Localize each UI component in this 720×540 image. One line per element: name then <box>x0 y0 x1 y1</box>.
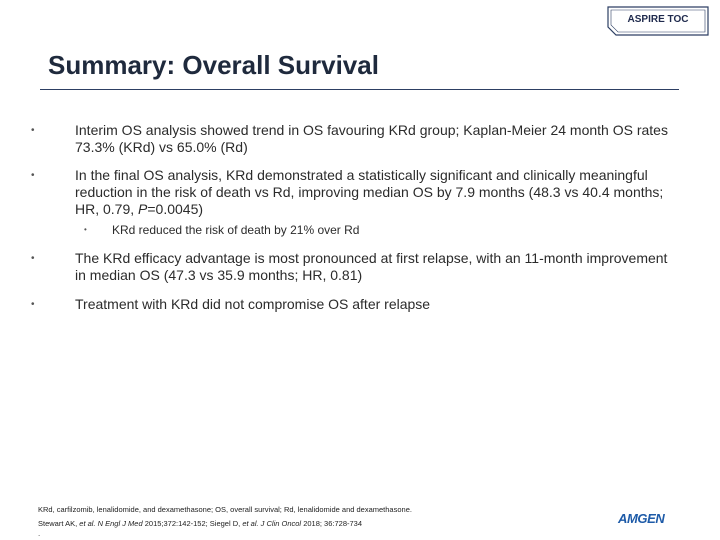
reference-text: Stewart AK, <box>38 519 80 528</box>
bullet-marker: • <box>31 125 35 136</box>
amgen-logo: AMGEN <box>618 511 665 526</box>
aspire-toc-button[interactable] <box>607 6 709 36</box>
reference-text: 2015;372:142-152; Siegel D, <box>142 519 243 528</box>
bullet-text <box>75 167 675 218</box>
abbreviations-footnote: KRd, carfilzomib, lenalidomide, and dexamethasone; OS, overall survival; Rd, lenalidomide and dexamethasone. <box>38 505 412 514</box>
sub-bullet-text: KRd reduced the risk of death by 21% over Rd <box>112 223 360 237</box>
bullet-text: The KRd efficacy advantage is most pronounced at first relapse, with an 11-month improvement in median OS (47.3 vs 35.9 months; HR, 0.81) <box>75 250 668 283</box>
bullet-text: Interim OS analysis showed trend in OS favouring KRd group; Kaplan-Meier 24 month OS rates 73.3% (KRd) vs 65.0% (Rd) <box>75 122 668 155</box>
bullet-text-part: =0.0045) <box>147 201 204 217</box>
bullet-marker: • <box>31 299 35 310</box>
reference-journal: et al. N Engl J Med <box>79 519 143 528</box>
sub-bullet-marker: • <box>84 225 87 234</box>
reference-journal: et al. J Clin Oncol <box>242 519 302 528</box>
reference-text: 2018; 36:728-734 <box>301 519 362 528</box>
toc-label: ASPIRE TOC <box>627 14 689 25</box>
references-footnote <box>38 519 362 528</box>
bullet-marker: • <box>31 253 35 264</box>
bullet-marker: • <box>31 170 35 181</box>
p-value-label: P <box>138 201 148 217</box>
page-marker: . <box>38 529 41 538</box>
bullet-text: Treatment with KRd did not compromise OS after relapse <box>75 296 431 312</box>
bullet-text-part: In the final OS analysis, KRd demonstrated a statistically significant and clinically meaningful reduction in the risk of death vs Rd, improving median OS by 7.9 months (48.3 vs 40.4 months; HR, 0.79, <box>75 167 664 217</box>
page-title: Summary: Overall Survival <box>48 50 379 80</box>
title-divider <box>40 89 679 90</box>
